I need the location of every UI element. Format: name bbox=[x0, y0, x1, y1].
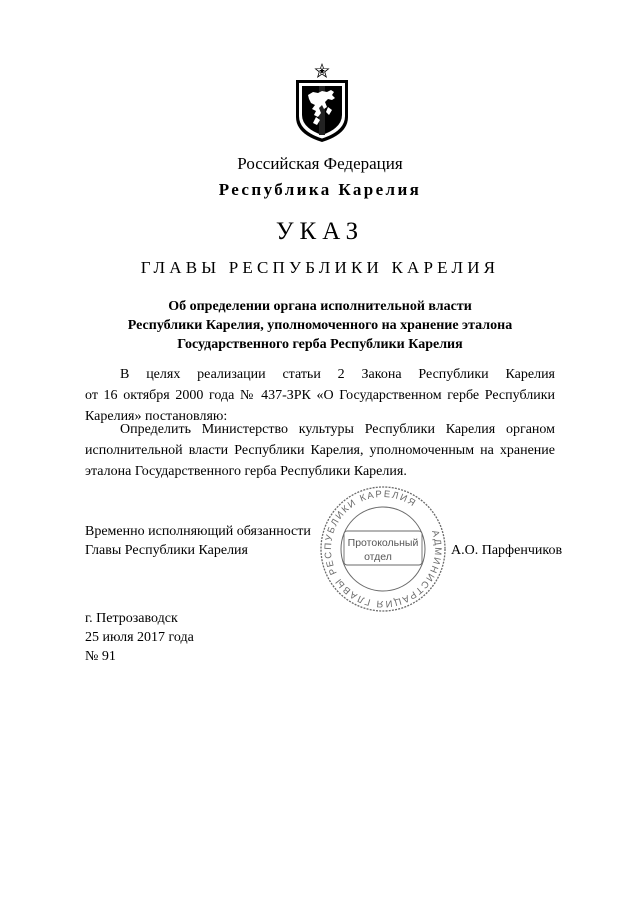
decree-footer bbox=[85, 609, 194, 666]
signatory-name: А.О. Парфенчиков bbox=[451, 543, 563, 558]
paragraph-line: исполнительной власти Республики Карелия, уполномоченным на хранение bbox=[85, 443, 555, 458]
decree-number: № 91 bbox=[85, 649, 116, 664]
paragraph-line: Карелия» постановляю: bbox=[85, 409, 228, 424]
decree-subject bbox=[0, 297, 640, 354]
protocol-department-stamp bbox=[318, 484, 448, 614]
republic-name: Республика Карелия bbox=[218, 180, 422, 199]
stamp-outer-text: АДМИНИСТРАЦИЯ ГЛАВЫ РЕСПУБЛИКИ КАРЕЛИЯ bbox=[322, 488, 444, 610]
decision-paragraph bbox=[85, 419, 555, 482]
subject-line: Государственного герба Республики Карелия bbox=[177, 337, 463, 352]
paragraph-line: Определить Министерство культуры Республики Карелия органом bbox=[120, 422, 555, 437]
stamp-inner-line: отдел bbox=[364, 551, 392, 563]
position-line: Главы Республики Карелия bbox=[85, 543, 248, 558]
karelia-coat-of-arms-icon bbox=[292, 62, 352, 144]
position-line: Временно исполняющий обязанности bbox=[85, 524, 311, 539]
country-name: Российская Федерация bbox=[237, 154, 403, 173]
issuer-title: ГЛАВЫ РЕСПУБЛИКИ КАРЕЛИЯ bbox=[140, 258, 500, 277]
issue-city: г. Петрозаводск bbox=[85, 611, 178, 626]
subject-line: Об определении органа исполнительной власти bbox=[168, 299, 472, 314]
paragraph-line: В целях реализации статьи 2 Закона Республики Карелия bbox=[120, 367, 555, 382]
subject-line: Республики Карелия, уполномоченного на хранение эталона bbox=[127, 318, 513, 333]
issue-date: 25 июля 2017 года bbox=[85, 630, 194, 645]
paragraph-line: эталона Государственного герба Республики Карелия. bbox=[85, 464, 407, 479]
document-type: УКАЗ bbox=[275, 218, 365, 245]
signatory-position bbox=[85, 522, 311, 560]
paragraph-line: от 16 октября 2000 года № 437-ЗРК «О Государственном гербе Республики bbox=[85, 388, 555, 403]
stamp-inner-line: Протокольный bbox=[347, 537, 419, 549]
preamble-paragraph bbox=[85, 364, 555, 427]
